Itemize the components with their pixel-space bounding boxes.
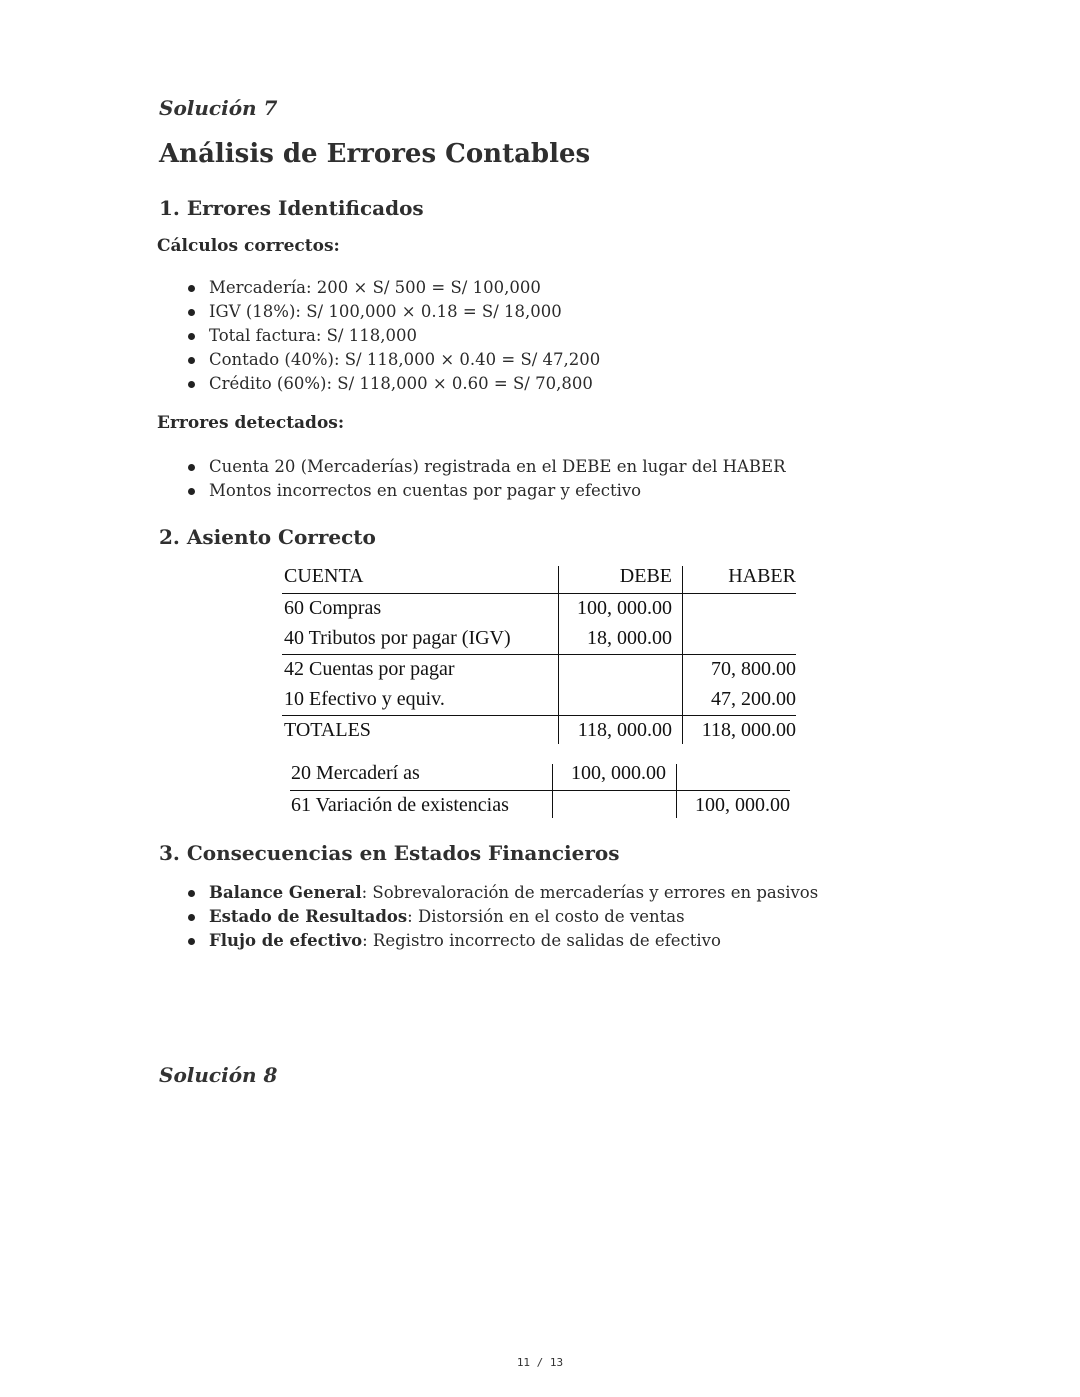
table-cell-debe (562, 654, 672, 684)
table-cell-cuenta: 20 Mercaderí as (291, 762, 420, 784)
header-haber: HABER (728, 565, 796, 587)
header-cuenta: CUENTA (284, 565, 364, 587)
table-cell-cuenta: 60 Compras (284, 597, 382, 619)
section-2-heading: 2. Asiento Correcto (159, 525, 376, 549)
table-cell-haber (686, 593, 796, 623)
list-item: IGV (18%): S/ 100,000 × 0.18 = S/ 18,000 (185, 300, 600, 324)
item-term: Flujo de efectivo (209, 931, 363, 950)
header-debe: DEBE (619, 565, 672, 587)
table-cell-cuenta: 10 Efectivo y equiv. (284, 688, 445, 710)
list-item: Montos incorrectos en cuentas por pagar y efectivo (185, 479, 786, 503)
totals-haber: 118, 000.00 (701, 719, 796, 741)
table-cell-haber (686, 623, 796, 653)
table-column-divider (552, 764, 553, 818)
table-rule (290, 790, 790, 791)
table-cell-haber (680, 758, 790, 788)
page-title: Análisis de Errores Contables (159, 139, 591, 169)
table-cell-debe (556, 790, 666, 820)
table-rule (282, 654, 796, 655)
table-cell-haber: 70, 800.00 (711, 658, 796, 680)
table-cell-debe: 18, 000.00 (587, 627, 672, 649)
list-item: Cuenta 20 (Mercaderías) registrada en el DEBE en lugar del HABER (185, 455, 786, 479)
list-item: Contado (40%): S/ 118,000 × 0.40 = S/ 47,200 (185, 348, 600, 372)
list-item: Crédito (60%): S/ 118,000 × 0.60 = S/ 70,800 (185, 372, 600, 396)
list-item (185, 905, 818, 929)
list-item (185, 881, 818, 905)
section-3-heading: 3. Consecuencias en Estados Financieros (159, 841, 620, 865)
table-column-divider (676, 764, 677, 818)
list-item: Total factura: S/ 118,000 (185, 324, 600, 348)
page-number: 11 / 13 (516, 1356, 564, 1369)
table-rule (282, 715, 796, 716)
table-cell-debe: 100, 000.00 (577, 597, 672, 619)
table-cell-haber: 100, 000.00 (695, 794, 790, 816)
table-cell-cuenta: 61 Variación de existencias (291, 794, 509, 816)
table-cell-haber: 47, 200.00 (711, 688, 796, 710)
solution-7-label: Solución 7 (159, 96, 278, 120)
item-text: : Registro incorrecto de salidas de efectivo (362, 931, 721, 950)
errors-list (185, 455, 786, 503)
calc-heading: Cálculos correctos: (157, 236, 340, 256)
item-term: Estado de Resultados (209, 907, 408, 926)
table-cell-debe: 100, 000.00 (571, 762, 666, 784)
table-rule (282, 593, 796, 594)
solution-8-label: Solución 8 (159, 1063, 278, 1087)
totals-debe: 118, 000.00 (577, 719, 672, 741)
consequences-list (185, 881, 818, 953)
errors-heading: Errores detectados: (157, 413, 345, 433)
item-text: : Sobrevaloración de mercaderías y errores en pasivos (361, 883, 819, 902)
table-column-divider (682, 566, 683, 744)
totals-label: TOTALES (284, 719, 371, 741)
list-item: Mercadería: 200 × S/ 500 = S/ 100,000 (185, 276, 600, 300)
calc-list (185, 276, 600, 396)
list-item (185, 929, 818, 953)
section-1-heading: 1. Errores Identificados (159, 196, 424, 220)
table-cell-cuenta: 42 Cuentas por pagar (284, 658, 455, 680)
table-column-divider (558, 566, 559, 744)
item-text: : Distorsión en el costo de ventas (407, 907, 685, 926)
table-cell-debe (562, 684, 672, 714)
table-cell-cuenta: 40 Tributos por pagar (IGV) (284, 627, 511, 649)
item-term: Balance General (209, 883, 362, 902)
